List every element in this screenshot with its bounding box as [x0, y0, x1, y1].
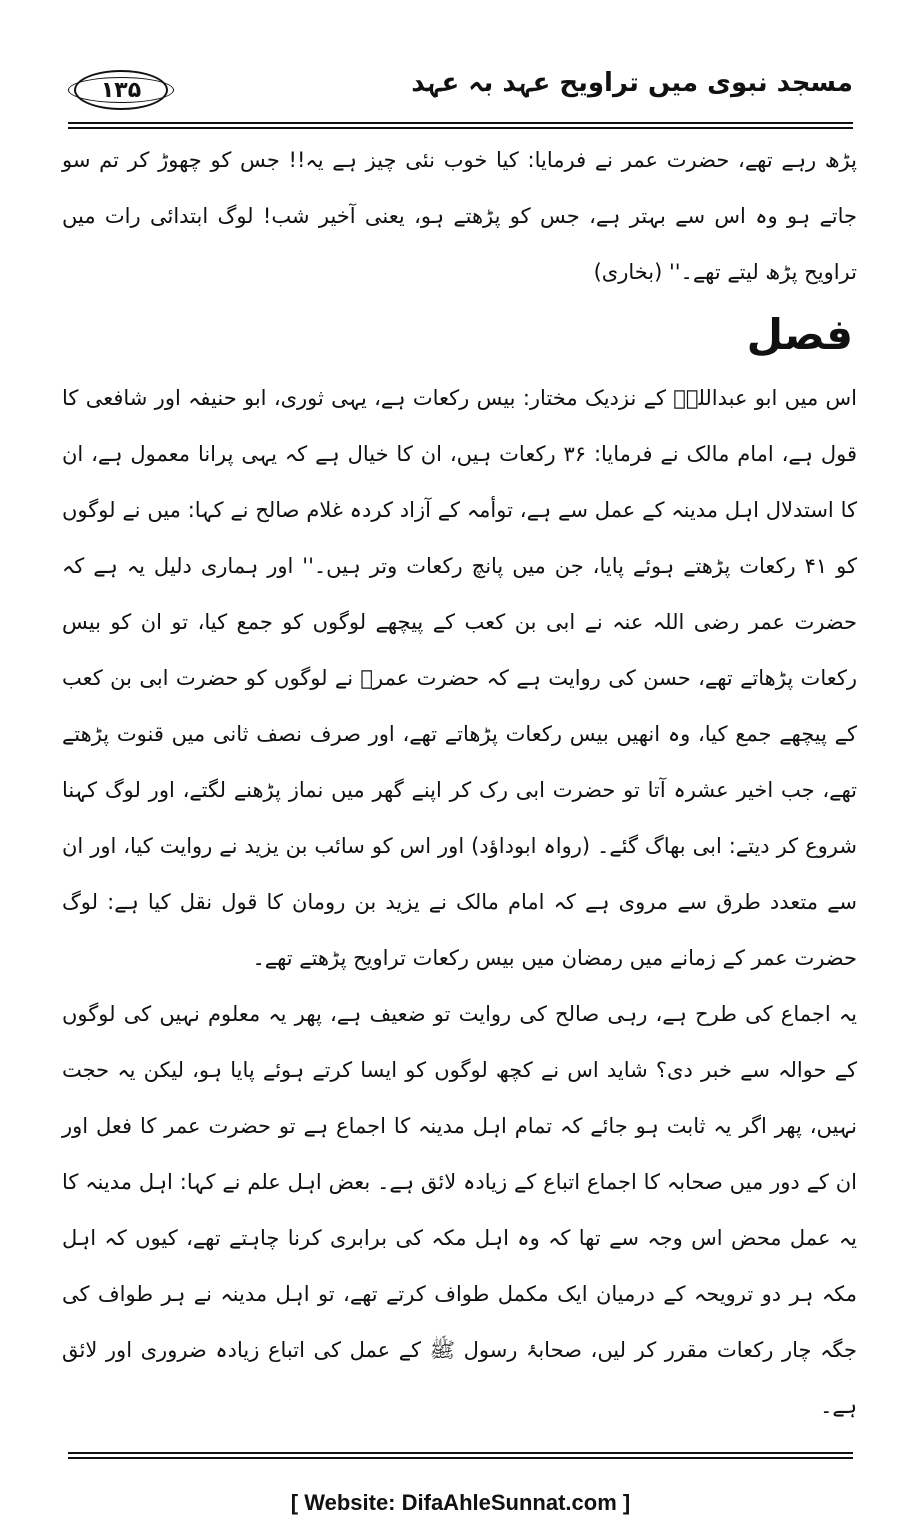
website-footer: [ Website: DifaAhleSunnat.com ]	[290, 1490, 631, 1515]
header-divider	[68, 122, 853, 129]
page-header	[68, 62, 853, 116]
paragraph: پڑھ رہے تھے، حضرت عمر نے فرمایا: کیا خوب نئی چیز ہے یہ!! جس کو چھوڑ کر تم سو جاتے ہو وہ اس سے بہتر ہے، جس کو پڑھتے ہو، یعنی آخیر شب! لوگ ابتدائی رات میں تراویح پڑھ لیتے تھے۔'' (بخاری)	[62, 148, 857, 284]
paragraph: یہ اجماع کی طرح ہے، رہی صالح کی روایت تو ضعیف ہے، پھر یہ معلوم نہیں کی لوگوں کے حوالہ سے خبر دی؟ شاید اس نے کچھ لوگوں کو ایسا کرتے ہوئے پایا ہو، لیکن یہ حجت نہیں، پھر اگر یہ ثابت ہو جائے کہ تمام اہل مدینہ کا اجماع ہے تو حضرت عمر کا فعل اور ان کے دور میں صحابہ کا اجماع اتباع کے زیادہ لائق ہے۔ بعض اہل علم نے کہا: اہل مدینہ کا یہ عمل محض اس وجہ سے تھا کہ وہ اہل مکہ کی برابری کرنا چاہتے تھے، کیوں کہ اہل مکہ ہر دو ترویحہ کے درمیان ایک مکمل طواف کرتے تھے، تو اہل مدینہ نے ہر طواف کی جگہ چار رکعات مقرر کر لیں، صحابۂ رسول ﷺ کے عمل کی اتباع زیادہ ضروری اور لائق ہے۔	[62, 1002, 857, 1418]
page-number: ۱۳۵	[100, 77, 142, 103]
footer-divider	[68, 1452, 853, 1459]
body-text	[62, 132, 857, 1434]
page-number-badge	[74, 70, 168, 110]
running-title: مسجد نبوی میں تراویح عہد بہ عہد	[411, 68, 853, 98]
paragraph: اس میں ابو عبداللہؒ کے نزدیک مختار: بیس رکعات ہے، یہی ثوری، ابو حنیفہ اور شافعی کا قول ہے، امام مالک نے فرمایا: ۳۶ رکعات ہیں، ان کا خیال ہے کہ یہی پرانا معمول ہے، ان کا استدلال اہل مدینہ کے عمل سے ہے، توأمہ کے آزاد کردہ غلام صالح نے کہا: میں نے لوگوں کو ۴۱ رکعات پڑھتے ہوئے پایا، جن میں پانچ رکعات وتر ہیں۔'' اور ہماری دلیل یہ ہے کہ حضرت عمر رضی اللہ عنہ نے ابی بن کعب کے پیچھے لوگوں کو جمع کیا، تو ان کو بیس رکعات پڑھاتے تھے، حسن کی روایت ہے کہ حضرت عمرؓ نے لوگوں کو حضرت ابی بن کعب کے پیچھے جمع کیا، وہ انھیں بیس رکعات پڑھاتے تھے، اور صرف نصف ثانی میں قنوت پڑھتے تھے، جب اخیر عشرہ آتا تو حضرت ابی رک کر اپنے گھر میں نماز پڑھنے لگتے، اور لوگ کہنا شروع کر دیتے: ابی بھاگ گئے۔ (رواہ ابوداؤد) اور اس کو سائب بن یزید نے روایت کیا، اور ان سے متعدد طرق سے مروی ہے کہ امام مالک نے یزید بن رومان کا قول نقل کیا ہے: لوگ حضرت عمر کے زمانے میں رمضان میں بیس رکعات تراویح پڑھتے تھے۔	[62, 386, 858, 970]
section-title: فصل	[746, 310, 853, 359]
